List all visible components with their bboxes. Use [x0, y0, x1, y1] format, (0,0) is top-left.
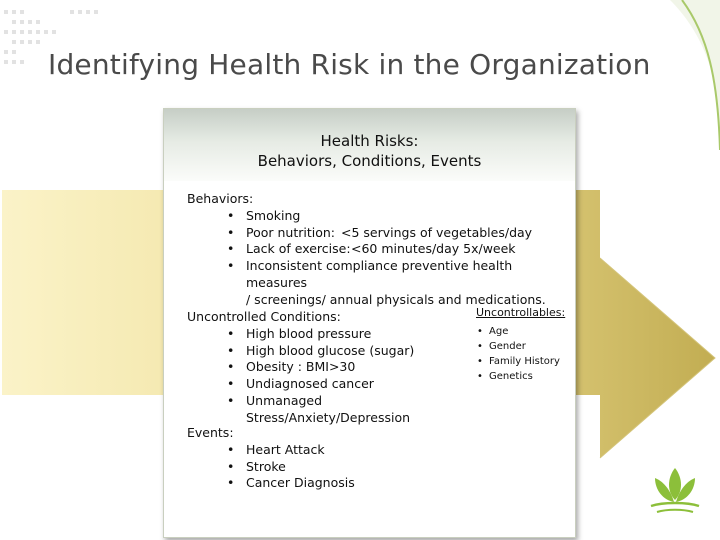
- panel-header: [164, 109, 575, 181]
- leaf-spa-logo-icon: [645, 460, 705, 520]
- events-section: [187, 425, 487, 492]
- condition-label: Undiagnosed cancer: [246, 376, 374, 392]
- event-label: Cancer Diagnosis: [246, 475, 355, 491]
- bullet-icon: •: [477, 371, 483, 382]
- list-item: [187, 393, 487, 427]
- list-item: [187, 241, 567, 258]
- bullet-icon: •: [477, 341, 483, 352]
- bullet-icon: •: [227, 392, 235, 408]
- behavior-detail: <60 minutes/day 5x/week: [351, 241, 516, 257]
- bullet-icon: •: [227, 342, 235, 358]
- list-item: [187, 258, 567, 308]
- list-item: [187, 376, 487, 393]
- list-item: [187, 225, 567, 242]
- event-label: Stroke: [246, 458, 286, 474]
- bullet-icon: •: [477, 326, 483, 337]
- behavior-label: Poor nutrition:: [246, 224, 336, 240]
- bullet-icon: •: [227, 258, 235, 274]
- events-title: Events:: [187, 425, 234, 440]
- uncontrollable-label: Age: [489, 326, 509, 337]
- conditions-section: [187, 309, 487, 427]
- list-item: [187, 442, 487, 459]
- uncontrollable-label: Gender: [489, 341, 526, 352]
- uncontrollable-label: Genetics: [489, 371, 533, 382]
- bullet-icon: •: [227, 325, 235, 341]
- condition-label: Obesity : BMI>30: [246, 359, 356, 375]
- behavior-detail: <5 servings of vegetables/day: [341, 224, 533, 240]
- bullet-icon: •: [227, 376, 235, 392]
- list-item: [187, 343, 487, 360]
- list-item: [474, 339, 574, 354]
- behavior-label: Lack of exercise:: [246, 241, 351, 257]
- condition-label: High blood glucose (sugar): [246, 342, 415, 358]
- list-item: [187, 459, 487, 476]
- list-item: [187, 326, 487, 343]
- bullet-icon: •: [227, 241, 235, 257]
- page-title: Identifying Health Risk in the Organization: [48, 48, 651, 81]
- bullet-icon: •: [477, 356, 483, 367]
- behavior-label: Inconsistent compliance preventive health measures: [246, 258, 513, 290]
- behaviors-section: [187, 191, 567, 309]
- list-item: [187, 208, 567, 225]
- list-item: [474, 354, 574, 369]
- panel-heading-line1: Health Risks:: [320, 132, 419, 150]
- bullet-icon: •: [227, 207, 235, 223]
- list-item: [474, 324, 574, 339]
- uncontrollable-label: Family History: [489, 356, 560, 367]
- list-item: [474, 369, 574, 384]
- conditions-title: Uncontrolled Conditions:: [187, 309, 341, 324]
- bullet-icon: •: [227, 458, 235, 474]
- behaviors-title: Behaviors:: [187, 191, 254, 206]
- bullet-icon: •: [227, 475, 235, 491]
- event-label: Heart Attack: [246, 441, 325, 457]
- bullet-icon: •: [227, 441, 235, 457]
- list-item: [187, 475, 487, 492]
- uncontrollables-section: [474, 305, 574, 384]
- list-item: [187, 359, 487, 376]
- behavior-detail: / screenings/ annual physicals and medications.: [246, 291, 546, 307]
- bullet-icon: •: [227, 224, 235, 240]
- condition-label: Unmanaged Stress/Anxiety/Depression: [246, 392, 411, 425]
- behavior-label: Smoking: [246, 207, 301, 223]
- panel-heading-line2: Behaviors, Conditions, Events: [257, 152, 482, 170]
- uncontrollables-title: Uncontrollables:: [476, 306, 566, 319]
- bullet-icon: •: [227, 359, 235, 375]
- condition-label: High blood pressure: [246, 325, 372, 341]
